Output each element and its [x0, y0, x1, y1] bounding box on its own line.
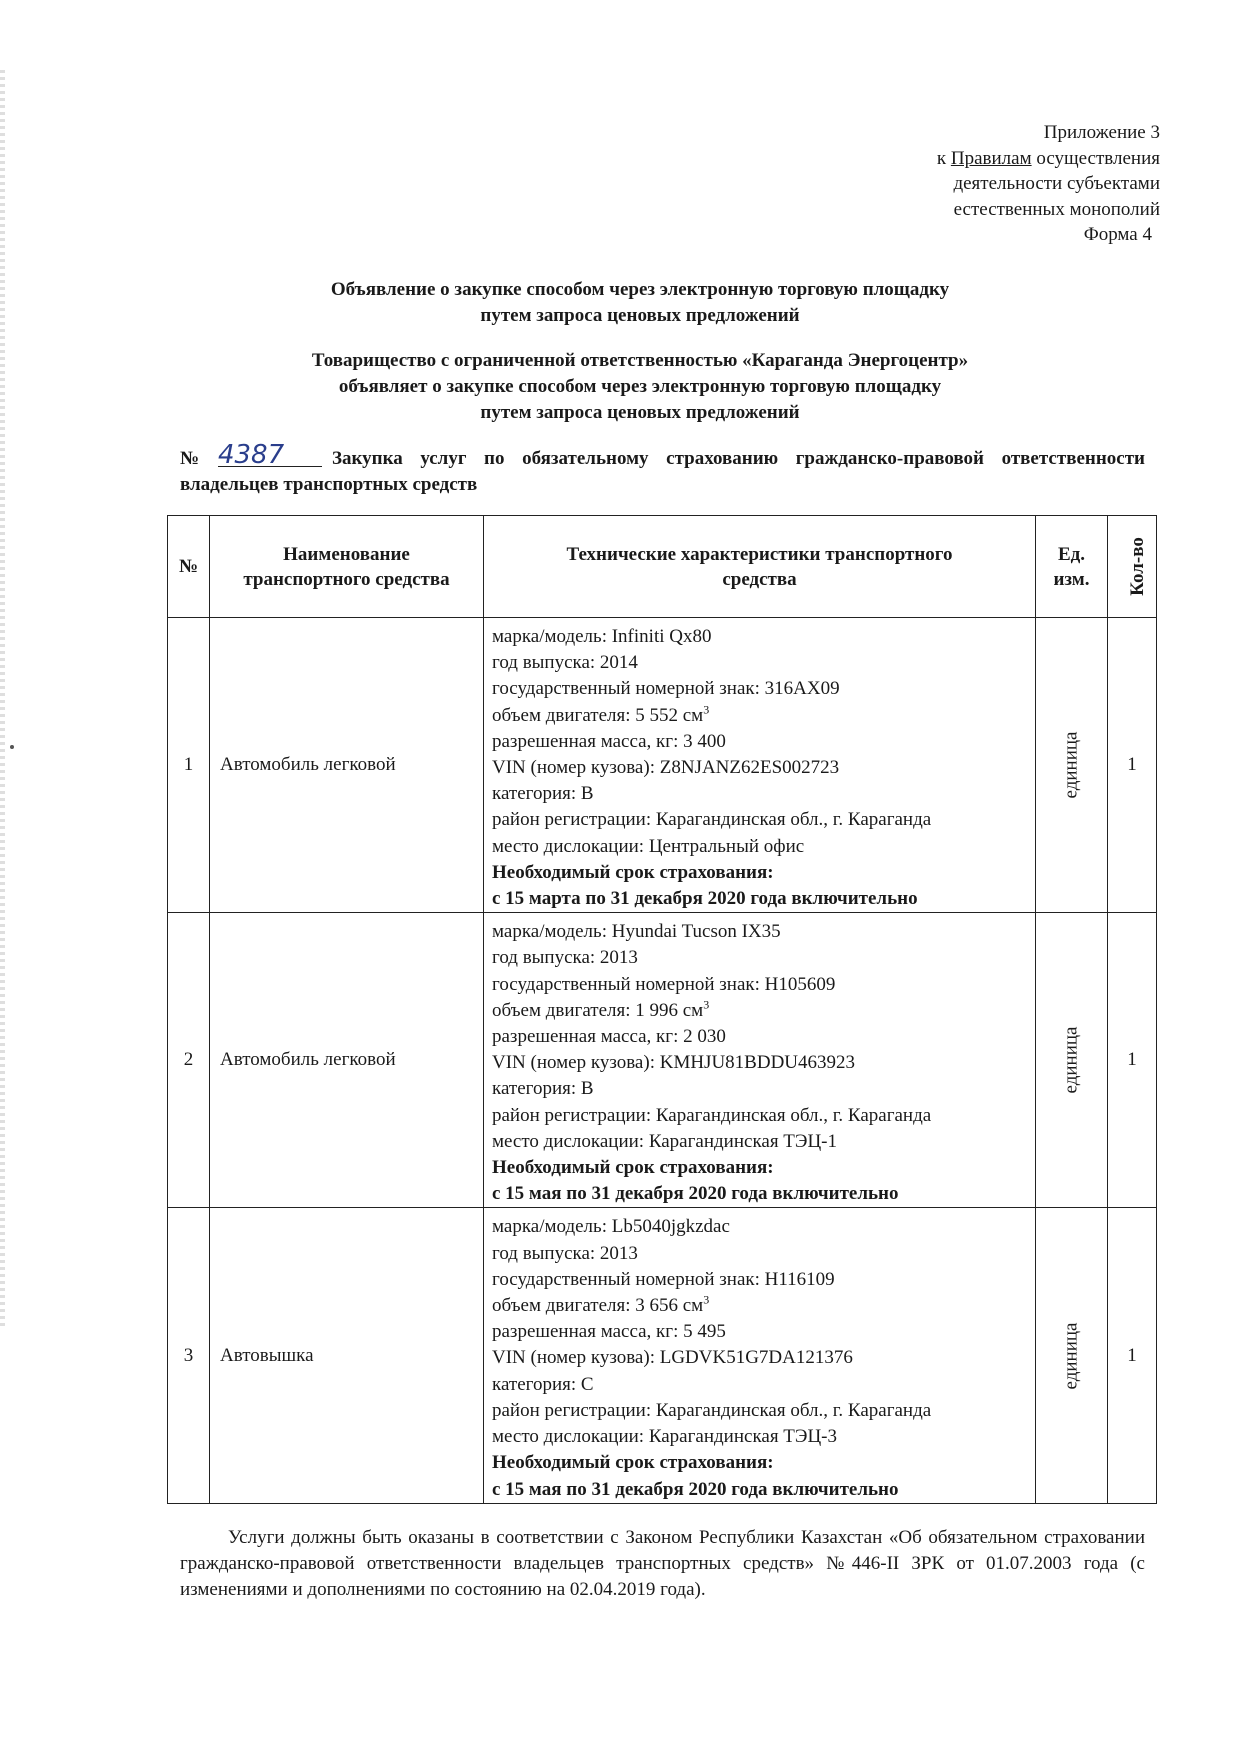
superscript-cube: 3 [703, 1292, 710, 1307]
superscript-cube: 3 [703, 702, 710, 717]
vehicle-specifications [484, 1208, 1036, 1503]
spec-line: государственный номерной знак: H105609 [492, 973, 836, 995]
insurance-term-value: с 15 мая по 31 декабря 2020 года включительно [492, 1183, 899, 1205]
engine-volume: объем двигателя: 3 656 см [492, 1295, 704, 1317]
spec-line: район регистрации: Карагандинская обл., г. Караганда [492, 809, 932, 831]
announcement-heading-line-1: Объявление о закупке способом через электронную торговую площадку [330, 279, 950, 300]
spec-line: категория: C [492, 1373, 594, 1395]
vehicle-name: Автомобиль легковой [210, 618, 484, 913]
lot-description: Закупка услуг по обязательному страхованию гражданско-правовой ответственности владельцев транспортных средств [180, 448, 1145, 495]
superscript-cube: 3 [703, 997, 710, 1012]
insurance-term-label: Необходимый срок страхования: [492, 1452, 774, 1474]
insurance-term-label: Необходимый срок страхования: [492, 1157, 774, 1179]
spec-line: разрешенная масса, кг: 2 030 [492, 1026, 726, 1048]
row-number: 2 [168, 913, 210, 1208]
spec-line: район регистрации: Карагандинская обл., г. Караганда [492, 1399, 932, 1421]
rules-link[interactable]: Правилам [950, 147, 1032, 169]
header-specifications [484, 516, 1036, 618]
header-vehicle-name-line-1: Наименование [283, 543, 410, 565]
vehicle-name: Автовышка [210, 1208, 484, 1503]
vehicle-specifications [484, 913, 1036, 1208]
header-specifications-line-1: Технические характеристики транспортного [566, 543, 953, 565]
announcement-heading-line-2: путем запроса ценовых предложений [480, 305, 800, 326]
spec-line: разрешенная масса, кг: 3 400 [492, 730, 726, 752]
table-row [168, 618, 1157, 913]
spec-line: государственный номерной знак: H116109 [492, 1268, 835, 1290]
quantity-cell: 1 [1108, 913, 1157, 1208]
appendix-block [740, 120, 1160, 248]
spec-line: марка/модель: Infiniti Qx80 [492, 626, 712, 647]
company-heading-line-2: объявляет о закупке способом через электронную торговую площадку [338, 376, 942, 397]
spec-line: год выпуска: 2014 [492, 652, 638, 674]
unit-cell [1036, 618, 1108, 913]
appendix-line-3: деятельности субъектами [953, 173, 1160, 194]
header-quantity [1108, 516, 1157, 618]
table-header-row [168, 516, 1157, 618]
appendix-line-2 [740, 146, 1160, 172]
appendix-line-1: Приложение 3 [1043, 122, 1160, 143]
vehicles-table [167, 515, 1157, 1504]
spec-line: год выпуска: 2013 [492, 1242, 638, 1264]
spec-line: VIN (номер кузова): Z8NJANZ62ES002723 [492, 757, 840, 779]
spec-line: марка/модель: Lb5040jgkzdac [492, 1216, 730, 1238]
lot-number-sign: № [180, 448, 212, 469]
quantity-cell: 1 [1108, 618, 1157, 913]
header-vehicle-name [210, 516, 484, 618]
unit-label: единица [1060, 731, 1082, 799]
appendix-form-number: Форма 4 [1083, 224, 1152, 245]
legal-basis-paragraph: Услуги должны быть оказаны в соответствии с Законом Республики Казахстан «Об обязательном страховании гражданско-правовой ответственности владельцев транспортных средств» №446-II ЗРК от 01.07.2003 года (с изменениями и дополнениями по состоянию на 02.04.2019 года). [180, 1527, 1145, 1600]
spec-line: категория: B [492, 783, 594, 805]
spec-line-engine [492, 1293, 1031, 1319]
insurance-term-value: с 15 мая по 31 декабря 2020 года включительно [492, 1478, 899, 1500]
spec-line-engine [492, 703, 1031, 729]
header-specifications-line-2: средства [722, 568, 797, 590]
spec-line: район регистрации: Карагандинская обл., г. Караганда [492, 1104, 932, 1126]
table-row [168, 1208, 1157, 1503]
header-number: № [168, 516, 210, 618]
header-unit [1036, 516, 1108, 618]
margin-dot [10, 745, 14, 749]
appendix-line-2-prefix: к [936, 147, 951, 169]
spec-line: год выпуска: 2013 [492, 947, 638, 969]
header-quantity-label: Кол-во [1126, 537, 1148, 596]
quantity-cell: 1 [1108, 1208, 1157, 1503]
header-vehicle-name-line-2: транспортного средства [243, 568, 450, 590]
spec-line: категория: B [492, 1078, 594, 1100]
announcement-heading [170, 277, 1110, 329]
row-number: 3 [168, 1208, 210, 1503]
spec-line: место дислокации: Карагандинская ТЭЦ-1 [492, 1130, 838, 1152]
spec-line: VIN (номер кузова): KMHJU81BDDU463923 [492, 1052, 856, 1074]
scan-edge-artifact [0, 70, 5, 1330]
spec-line-engine [492, 998, 1031, 1024]
company-heading-line-3: путем запроса ценовых предложений [480, 402, 800, 423]
appendix-line-2-suffix: осуществления [1031, 147, 1160, 169]
company-heading [170, 348, 1110, 426]
handwritten-lot-number: 4387 [218, 444, 322, 467]
unit-cell [1036, 913, 1108, 1208]
insurance-term-label: Необходимый срок страхования: [492, 861, 774, 883]
spec-line: государственный номерной знак: 316AX09 [492, 678, 840, 700]
company-heading-line-1: Товарищество с ограниченной ответственностью «Караганда Энергоцентр» [311, 350, 969, 371]
unit-label: единица [1060, 1322, 1082, 1390]
spec-line: марка/модель: Hyundai Tucson IX35 [492, 921, 781, 943]
header-unit-line-2: изм. [1053, 568, 1090, 590]
header-unit-line-1: Ед. [1057, 543, 1086, 565]
spec-line: разрешенная масса, кг: 5 495 [492, 1321, 726, 1343]
unit-cell [1036, 1208, 1108, 1503]
appendix-line-4: естественных монополий [953, 198, 1160, 220]
row-number: 1 [168, 618, 210, 913]
insurance-term-value: с 15 марта по 31 декабря 2020 года включительно [492, 888, 918, 910]
spec-line: место дислокации: Карагандинская ТЭЦ-3 [492, 1426, 838, 1448]
vehicle-specifications [484, 618, 1036, 913]
table-row [168, 913, 1157, 1208]
engine-volume: объем двигателя: 5 552 см [492, 704, 704, 726]
spec-line: место дислокации: Центральный офис [492, 835, 805, 857]
vehicle-name: Автомобиль легковой [210, 913, 484, 1208]
spec-line: VIN (номер кузова): LGDVK51G7DA121376 [492, 1347, 853, 1369]
lot-title [180, 440, 1145, 498]
unit-label: единица [1060, 1026, 1082, 1094]
engine-volume: объем двигателя: 1 996 см [492, 999, 704, 1021]
